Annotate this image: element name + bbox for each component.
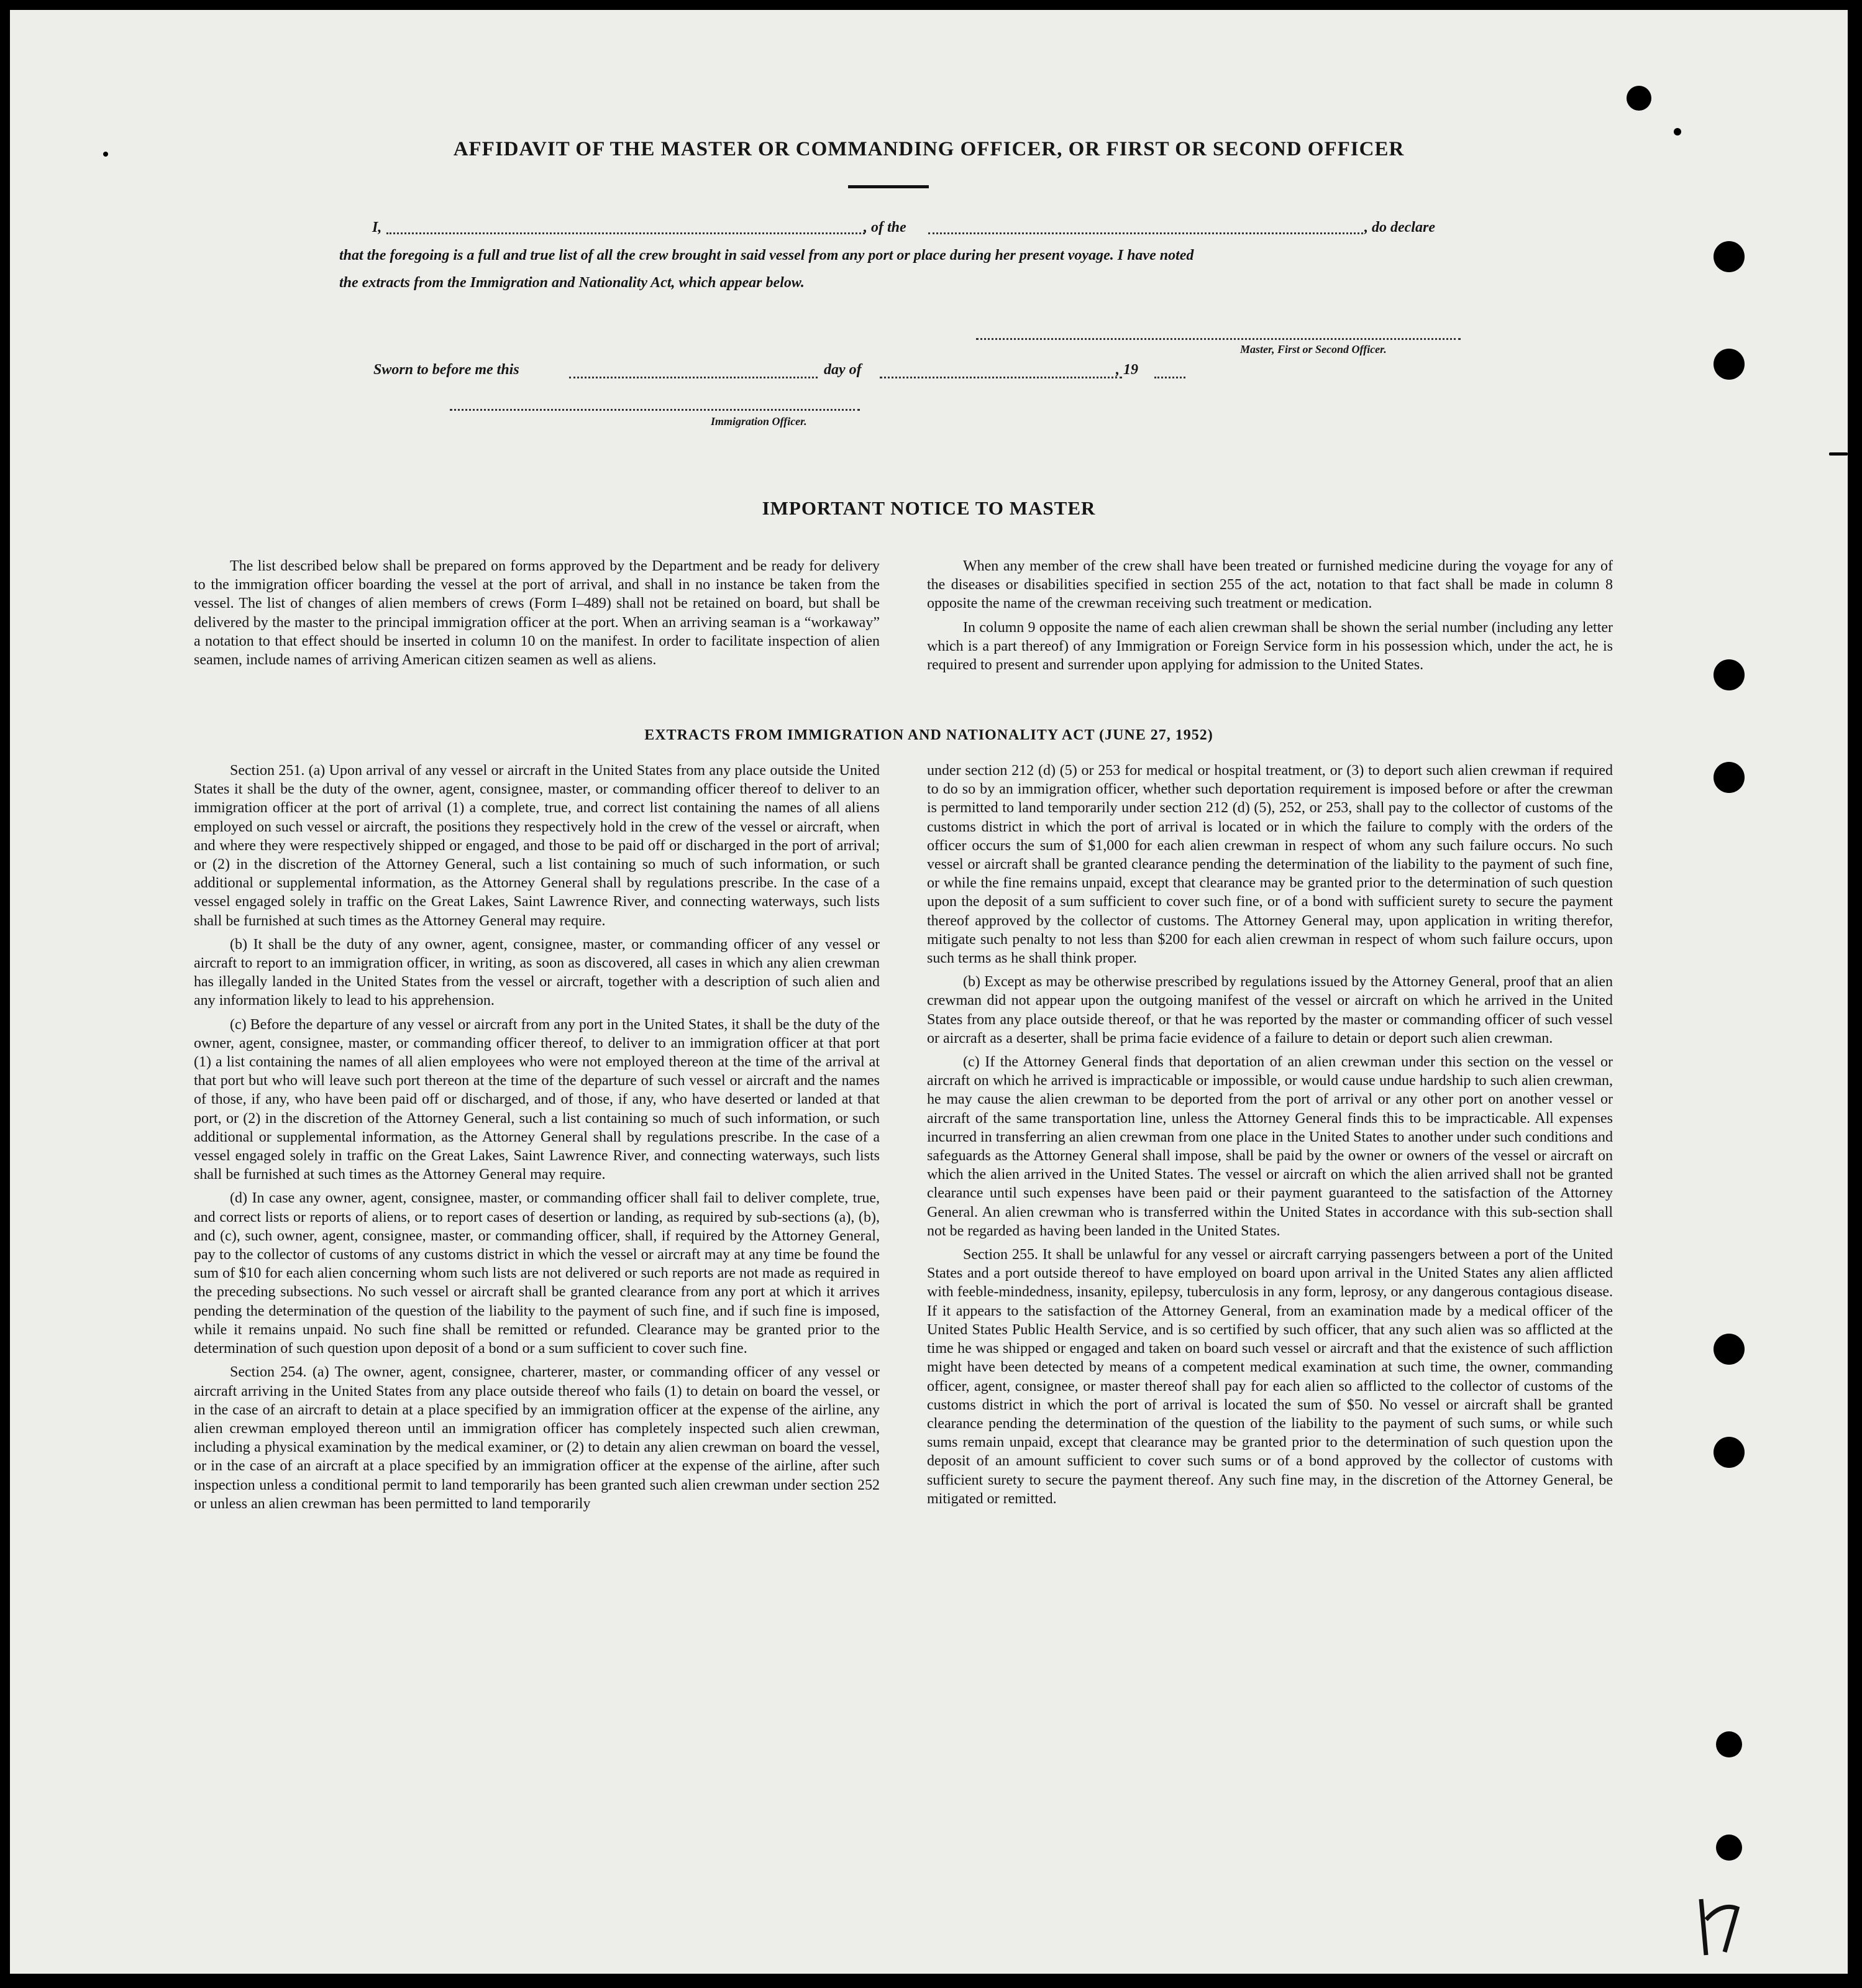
affidavit-i-label: I, <box>372 219 382 236</box>
vessel-fill-line <box>928 232 1363 234</box>
handwritten-mark <box>1687 1890 1756 1958</box>
statute-paragraph: Section 251. (a) Upon arrival of any vessel or aircraft in the United States from any place outside the United States it shall be the duty of the owner, agent, consignee, master, or commanding officer thereof to deliver to an immigration officer at the port of arrival (1) a complete, true, and correct list containing the names of all aliens employed on such vessel or aircraft, the positions they respectively hold in the crew of the vessel or aircraft, when and where they were respectively shipped or engaged, and those to be paid off or discharged in the port of arrival; or (2) in the discretion of the Attorney General, such a list containing so much of such information, or such additional or supplemental information, as the Attorney General shall by regulations prescribe. In the case of a vessel engaged solely in traffic on the Great Lakes, Saint Lawrence River, and connecting waterways, such lists shall be furnished at such times as the Attorney General may require. <box>194 763 880 929</box>
extracts-title: EXTRACTS FROM IMMIGRATION AND NATIONALITY ACT (JUNE 27, 1952) <box>644 727 1213 743</box>
statute-paragraph: (c) Before the departure of any vessel or aircraft from any port in the United States, it shall be the duty of the owner, agent, consignee, master, or commanding officer thereof, to deliver to an immigration officer at that port (1) a list containing the names of all alien employees who were not employed thereon at the time of the arrival at that port but who will leave such port thereon at the time of the departure of such vessel or aircraft and the names of those, if any, who have been paid off or discharged, and of those, if any, who have deserted or landed at that port, or (2) in the discretion of the Attorney General, such a list containing so much of such information, or such additional or supplemental information, as the Attorney General shall by regulations prescribe. In the case of a vessel engaged solely in traffic on the Great Lakes, Saint Lawrence River, and connecting waterways, such lists shall be furnished at such times as the Attorney General may require. <box>194 1016 880 1183</box>
statute-paragraph: Section 254. (a) The owner, agent, consignee, charterer, master, or commanding officer of any vessel or aircraft arriving in the United States from any place outside thereof who fails (1) to detain on board the vessel, or in the case of an aircraft to detain at a place specified by an immigration officer at the expense of the airline, any alien crewman employed thereon until an immigration officer has completely inspected such alien crewman, including a physical examination by the medical examiner, or (2) to detain any alien crewman on board the vessel, or in the case of an aircraft at a place specified by an immigration officer at the expense of the airline, after such inspection unless a conditional permit to land temporarily has been granted such alien crewman under section 252 or unless an alien crewman has been permitted to land temporarily <box>194 1364 880 1512</box>
document-page <box>10 10 1848 1974</box>
punch-hole <box>1714 349 1745 380</box>
affidavit-declare-label: , do declare <box>1364 219 1435 236</box>
affidavit-statement-2: the extracts from the Immigration and Nationality Act, which appear below. <box>339 275 805 291</box>
punch-hole <box>1714 1437 1745 1468</box>
officer-signature-line <box>450 409 860 411</box>
notice-left-column <box>194 557 880 674</box>
notice-right-column <box>927 557 1613 679</box>
statute-paragraph: (b) Except as may be otherwise prescribed by regulations issued by the Attorney General, proof that an alien crewman did not appear upon the outgoing manifest of the vessel or aircraft on which he arrived in the United States from any place outside thereof, or that he was reported by the master or commanding officer of such vessel or aircraft as a deserter, shall be prima facie evidence of a failure to detain or deport such alien crewman. <box>927 974 1613 1047</box>
month-fill-line <box>880 377 1122 378</box>
year-label: , 19 <box>1116 362 1138 378</box>
notice-paragraph: The list described below shall be prepared on forms approved by the Department and be ready for delivery to the immigration officer boarding the vessel at the port of arrival, and shall in no instance be taken from the vessel. The list of changes of alien members of crews (Form I–489) shall not be retained on board, but shall be delivered by the master to the principal immigration officer at the port. When an arriving seaman is a “workaway” a notation to that effect should be inserted in column 10 on the manifest. In order to facilitate inspection of alien seamen, include names of arriving American citizen seamen as well as aliens. <box>194 558 880 669</box>
statute-paragraph: (c) If the Attorney General finds that deportation of an alien crewman under this section on the vessel or aircraft on which he arrived is impracticable or impossible, or would cause undue hardship to such alien crewman, he may cause the alien crewman to be deported from the port of arrival or any other port on another vessel or aircraft of the same transportation line, unless the Attorney General finds this to be impracticable. All expenses incurred in transferring an alien crewman from one place in the United States to another under such conditions and safeguards as the Attorney General shall impose, shall be paid by the owner or owners of the vessel or aircraft on which the alien arrived in the United States. The vessel or aircraft on which the alien arrived shall not be granted clearance until such expenses have been paid or their payment guaranteed to the satisfaction of the Attorney General. An alien crewman who is transferred within the United States in accordance with this sub-section shall not be regarded as having been landed in the United States. <box>927 1054 1613 1239</box>
sworn-label: Sworn to before me this <box>373 362 519 378</box>
punch-hole <box>1716 1835 1742 1861</box>
notice-paragraph: When any member of the crew shall have been treated or furnished medicine during the voyage for any of the diseases or disabilities specified in section 255 of the act, notation to that fact shall be made in column 8 opposite the name of the crewman receiving such treatment or medication. <box>927 558 1613 612</box>
ink-speck <box>1829 452 1848 456</box>
notice-paragraph: In column 9 opposite the name of each alien crewman shall be shown the serial number (including any letter which is a part thereof) of any Immigration or Foreign Service form in his possession which, under the act, he is required to present and surrender upon applying for admission to the United States. <box>927 619 1613 674</box>
punch-hole <box>1716 1731 1742 1757</box>
title-rule <box>848 185 929 188</box>
affidavit-of-the-label: , of the <box>864 219 906 236</box>
punch-hole <box>1714 241 1745 272</box>
sworn-day-fill-line <box>569 377 818 378</box>
statute-paragraph: under section 212 (d) (5) or 253 for medical or hospital treatment, or (3) to deport such alien crewman if required to do so by an immigration officer, whether such deportation requirement is imposed before or after the crewman is permitted to land temporarily under section 212 (d) (5), 252, or 253, shall pay to the collector of customs of the customs district in which the port of arrival is located or in which the failure to comply with the orders of the officer occurs the sum of $1,000 for each alien crewman in respect of whom any such failure occurs. No such vessel or aircraft shall be granted clearance pending the determination of the liability to the payment of such fine, or while the fine remains unpaid, except that clearance may be granted prior to the determination of such question upon the deposit of a sum sufficient to cover such fine, or of a bond with sufficient surety to secure the payment thereof approved by the collector of customs. The Attorney General may, upon application in writing therefor, mitigate such penalty to not less than $200 for each alien crewman in respect of whom such failure occurs, upon such terms as he shall think proper. <box>927 763 1613 967</box>
punch-hole <box>1714 659 1745 690</box>
punch-hole <box>1714 762 1745 793</box>
statute-paragraph: (d) In case any owner, agent, consignee, master, or commanding officer shall fail to deliver complete, true, and correct lists or reports of aliens, or to report cases of desertion or landing, as required by sub-sections (a), (b), and (c), such owner, agent, consignee, master, or commanding officer, shall, if required by the Attorney General, pay to the collector of customs of any customs district in which the vessel or aircraft may at any time be found the sum of $10 for each alien concerning whom such lists are not delivered or such reports are not made as required in the preceding subsections. No such vessel or aircraft shall be granted clearance from any port at which it arrives pending the determination of the question of the liability to the payment of such fine, and if such fine is imposed, while it remains unpaid. No such fine shall be remitted or refunded. Clearance may be granted prior to the determination of such question upon deposit of a bond or a sum sufficient to cover such fine. <box>194 1190 880 1357</box>
affidavit-statement-1: that the foregoing is a full and true list of all the crew brought in said vessel from any port or place during her present voyage. I have noted <box>339 247 1194 263</box>
master-signature-line <box>976 338 1461 340</box>
notice-title: IMPORTANT NOTICE TO MASTER <box>762 497 1096 519</box>
statute-paragraph: (b) It shall be the duty of any owner, agent, consignee, master, or commanding officer of any vessel or aircraft to report to an immigration officer, in writing, as soon as discovered, all cases in which any alien crewman has illegally landed in the United States from the vessel or aircraft, together with a description of such alien and any information likely to lead to his apprehension. <box>194 936 880 1009</box>
name-fill-line <box>386 232 865 234</box>
master-signature-label: Master, First or Second Officer. <box>1240 343 1387 355</box>
day-of-label: day of <box>824 362 862 378</box>
year-fill-line <box>1154 377 1185 378</box>
officer-signature-label: Immigration Officer. <box>711 415 807 428</box>
extracts-left-column <box>194 761 880 1518</box>
statute-paragraph: Section 255. It shall be unlawful for any vessel or aircraft carrying passengers between a port of the United States and a port outside thereof to have employed on board upon arrival in the United States any alien afflicted with feeble-mindedness, insanity, epilepsy, tuberculosis in any form, leprosy, or any dangerous contagious disease. If it appears to the satisfaction of the Attorney General, from an examination made by a medical officer of the United States Public Health Service, and is so certified by such officer, that any such alien was so afflicted at the time he was shipped or engaged and taken on board such vessel or aircraft and that the existence of such affliction might have been detected by means of a competent medical examination at such time, the owner, commanding officer, agent, consignee, or master thereof shall pay for each alien so afflicted to the collector of customs of the customs district in which the port of arrival is located the sum of $50. No vessel or aircraft shall be granted clearance pending the determination of the question of the liability to the payment of such sums, or while such sums remain unpaid, except that clearance may be granted prior to the determination of such question upon the deposit of an amount sufficient to cover such sums or of a bond approved by the collector of customs with sufficient surety to secure the payment thereof. Any such fine may, in the discretion of the Attorney General, be mitigated or remitted. <box>927 1247 1613 1507</box>
extracts-right-column <box>927 761 1613 1513</box>
affidavit-title: AFFIDAVIT OF THE MASTER OR COMMANDING OFFICER, OR FIRST OR SECOND OFFICER <box>453 138 1405 160</box>
punch-hole <box>1714 1334 1745 1365</box>
ink-blot <box>1627 86 1651 111</box>
ink-speck <box>1674 128 1681 135</box>
